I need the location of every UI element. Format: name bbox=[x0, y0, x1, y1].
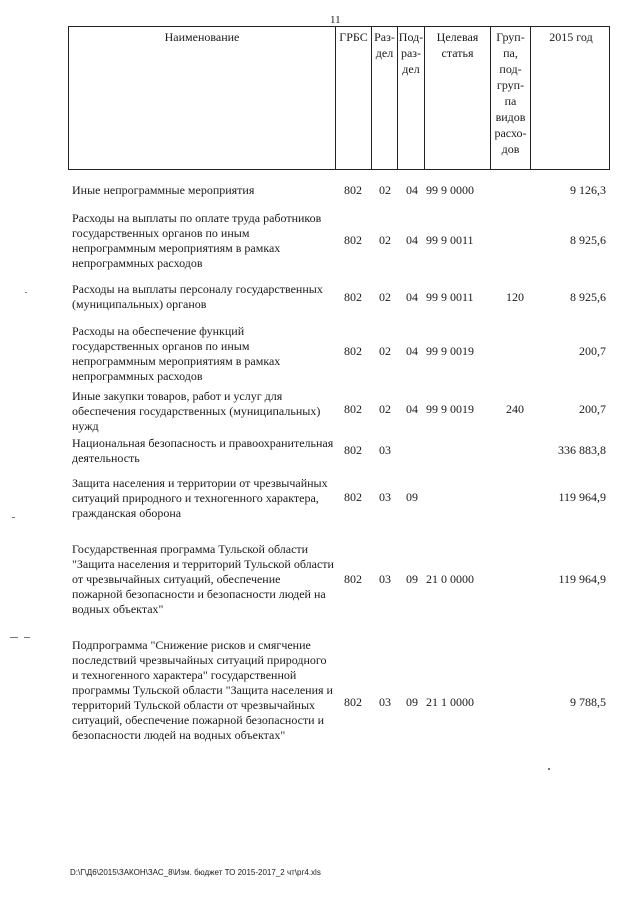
row-target: 99 9 0019 bbox=[426, 344, 474, 358]
row-razdel: 03 bbox=[379, 490, 391, 504]
row-podrazdel: 04 bbox=[406, 183, 418, 197]
row-amount: 119 964,9 bbox=[558, 490, 606, 504]
row-razdel: 02 bbox=[379, 344, 391, 358]
row-amount: 200,7 bbox=[579, 402, 606, 416]
row-grbs: 802 bbox=[344, 344, 362, 358]
header-podrazdel-line: Под- bbox=[398, 30, 424, 44]
row-name: Расходы на обеспечение функций государственных органов по иным непрограммным мероприятиям в рамках непрограммных расходов bbox=[72, 324, 281, 383]
row-grbs: 802 bbox=[344, 183, 362, 197]
header-podrazdel-line: раз- bbox=[400, 46, 422, 60]
row-amount: 8 925,6 bbox=[570, 233, 606, 247]
header-name: Наименование bbox=[164, 30, 240, 44]
row-podrazdel: 09 bbox=[406, 572, 418, 586]
header-group bbox=[490, 27, 530, 169]
header-razdel bbox=[371, 27, 397, 169]
row-razdel: 02 bbox=[379, 402, 391, 416]
table-row bbox=[68, 324, 610, 384]
row-grbs: 802 bbox=[344, 290, 362, 304]
row-amount: 119 964,9 bbox=[558, 572, 606, 586]
row-amount: 9 788,5 bbox=[570, 695, 606, 709]
table-row bbox=[68, 476, 610, 521]
row-target: 21 0 0000 bbox=[426, 572, 474, 586]
header-razdel-line: Раз- bbox=[374, 30, 395, 44]
scan-speck bbox=[25, 292, 27, 293]
header-group-line: груп- bbox=[496, 78, 525, 92]
row-name: Расходы на выплаты персоналу государственных (муниципальных) органов bbox=[72, 282, 323, 311]
row-grbs: 802 bbox=[344, 695, 362, 709]
header-group-line: расхо- bbox=[494, 126, 527, 140]
header-target bbox=[424, 27, 490, 169]
scan-speck bbox=[12, 517, 15, 518]
row-razdel: 02 bbox=[379, 233, 391, 247]
header-year: 2015 год bbox=[530, 27, 611, 169]
table-row bbox=[68, 282, 610, 312]
table-header bbox=[68, 26, 610, 170]
table-row bbox=[68, 436, 610, 466]
header-target-line: Целевая bbox=[436, 30, 479, 44]
row-target: 99 9 0011 bbox=[426, 290, 474, 304]
row-podrazdel: 09 bbox=[406, 695, 418, 709]
header-group-line: па, bbox=[503, 46, 518, 60]
scan-speck bbox=[10, 637, 18, 638]
row-name: Государственная программа Тульской области "Защита населения и территорий Тульской области от чрезвычайных ситуаций, обеспечение пожарной безопасности и безопасности людей на водных объектах" bbox=[72, 542, 334, 616]
row-target: 21 1 0000 bbox=[426, 695, 474, 709]
table-row bbox=[68, 542, 610, 620]
row-podrazdel: 04 bbox=[406, 344, 418, 358]
header-group-line: па bbox=[504, 94, 517, 108]
row-grbs: 802 bbox=[344, 490, 362, 504]
header-target-line: статья bbox=[441, 46, 474, 60]
row-target: 99 9 0019 bbox=[426, 402, 474, 416]
header-razdel-line: дел bbox=[375, 46, 394, 60]
row-razdel: 02 bbox=[379, 183, 391, 197]
table-row bbox=[68, 638, 610, 764]
row-amount: 200,7 bbox=[579, 344, 606, 358]
row-name: Иные закупки товаров, работ и услуг для обеспечения государственных (муниципальных) нужд bbox=[72, 389, 321, 433]
header-group-line: видов bbox=[495, 110, 526, 124]
page-number: 11 bbox=[330, 14, 341, 26]
row-group: 240 bbox=[506, 402, 524, 416]
file-path-footer: D:\Г\Д6\2015\ЗАКОН\ЗАС_8\Изм. бюджет ТО 2015-2017_2 чт\рг4.xls bbox=[70, 868, 321, 877]
row-amount: 8 925,6 bbox=[570, 290, 606, 304]
row-grbs: 802 bbox=[344, 402, 362, 416]
row-razdel: 02 bbox=[379, 290, 391, 304]
row-podrazdel: 04 bbox=[406, 402, 418, 416]
row-name: Защита населения и территории от чрезвычайных ситуаций природного и техногенного характера, гражданская оборона bbox=[72, 476, 328, 520]
table-row bbox=[68, 389, 610, 434]
scan-speck bbox=[548, 768, 550, 770]
row-name: Иные непрограммные мероприятия bbox=[72, 183, 255, 197]
row-grbs: 802 bbox=[344, 443, 362, 457]
row-name: Подпрограмма "Снижение рисков и смягчение последствий чрезвычайных ситуаций природного и техногенного характера" государственной программы Тульской области "Защита населения и территорий Тульской области от чрезвычайных ситуаций, обеспечение пожарной безопасности и безопасности людей на водных объектах" bbox=[72, 638, 333, 742]
header-podrazdel-line: дел bbox=[402, 62, 420, 76]
row-amount: 9 126,3 bbox=[570, 183, 606, 197]
row-target: 99 9 0011 bbox=[426, 233, 474, 247]
header-podrazdel bbox=[397, 27, 424, 169]
header-group-line: под- bbox=[499, 62, 522, 76]
row-name: Расходы на выплаты по оплате труда работников государственных органов по иным непрограммным мероприятиям в рамках непрограммных расходов bbox=[72, 211, 322, 270]
row-grbs: 802 bbox=[344, 572, 362, 586]
row-podrazdel: 09 bbox=[406, 490, 418, 504]
table-row bbox=[68, 211, 610, 271]
header-group-line: Груп- bbox=[496, 30, 525, 44]
row-podrazdel: 04 bbox=[406, 233, 418, 247]
row-razdel: 03 bbox=[379, 572, 391, 586]
row-group: 120 bbox=[506, 290, 524, 304]
row-name: Национальная безопасность и правоохранительная деятельность bbox=[72, 436, 334, 465]
row-razdel: 03 bbox=[379, 695, 391, 709]
scan-speck bbox=[24, 637, 30, 638]
row-razdel: 03 bbox=[379, 443, 391, 457]
header-grbs: ГРБС bbox=[335, 27, 371, 169]
row-target: 99 9 0000 bbox=[426, 183, 474, 197]
header-group-line: дов bbox=[501, 142, 520, 156]
row-grbs: 802 bbox=[344, 233, 362, 247]
row-podrazdel: 04 bbox=[406, 290, 418, 304]
row-amount: 336 883,8 bbox=[558, 443, 606, 457]
